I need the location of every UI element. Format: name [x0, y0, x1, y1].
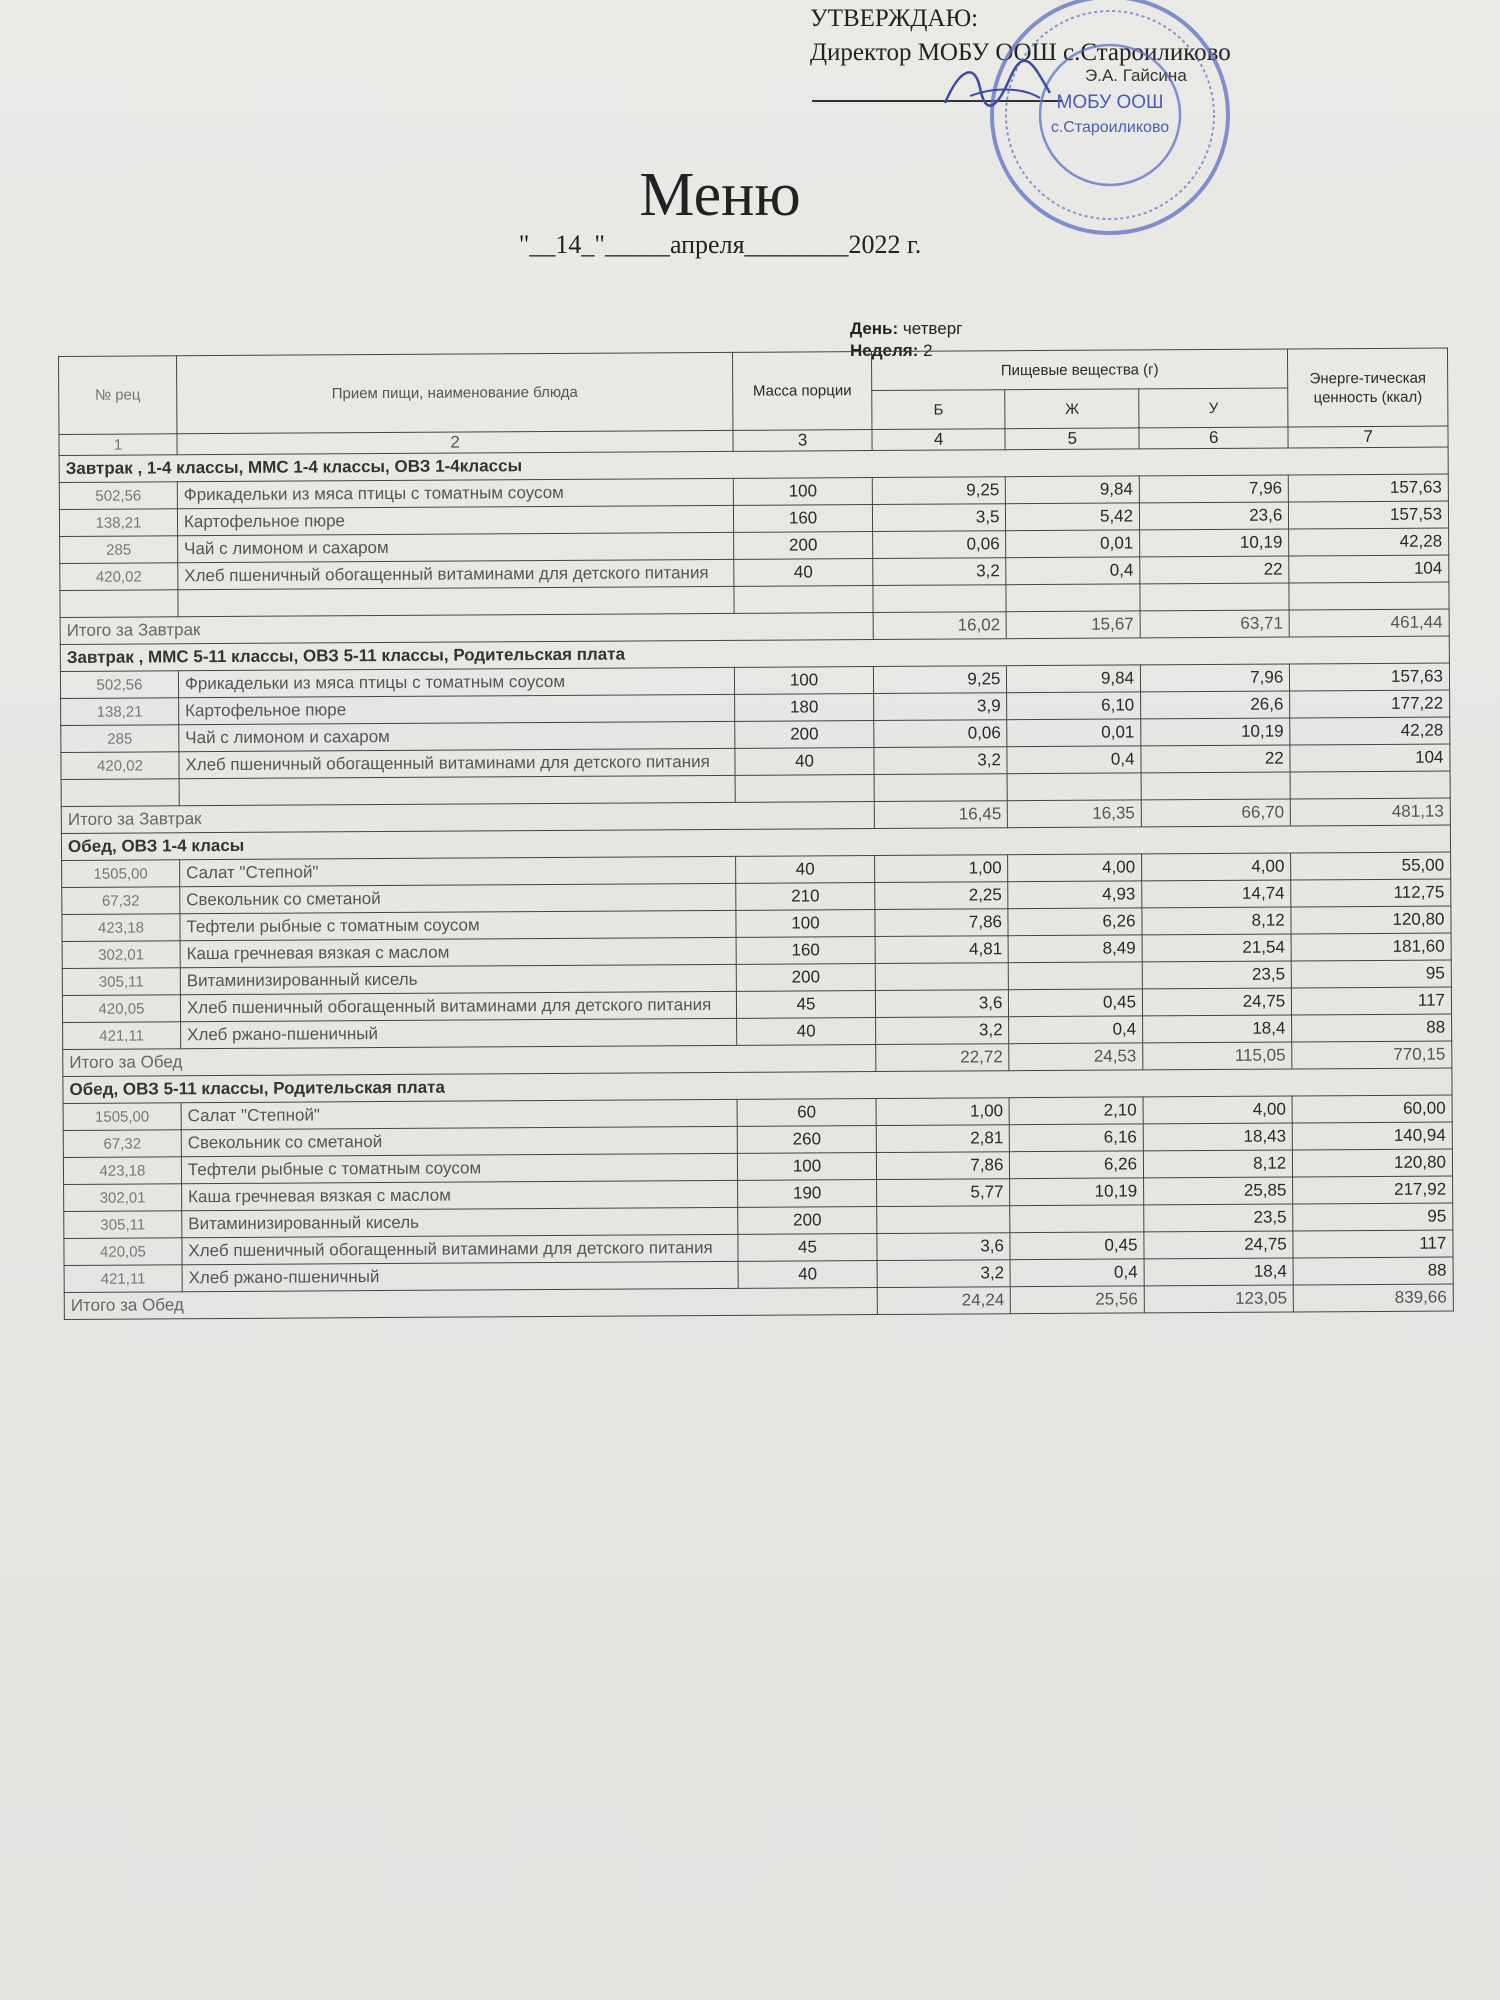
table-cell: Хлеб ржано-пшеничный	[180, 1018, 736, 1048]
table-cell: 67,32	[62, 887, 180, 915]
table-cell: 180	[735, 694, 874, 722]
table-cell: Салат "Степной"	[181, 1099, 737, 1129]
table-cell: Хлеб пшеничный обогащенный витаминами для детского питания	[179, 748, 735, 778]
table-cell: 190	[738, 1180, 877, 1208]
table-cell: 200	[738, 1207, 877, 1235]
table-cell: 117	[1293, 1230, 1453, 1258]
table-cell: 420,02	[60, 563, 178, 591]
table-cell: 88	[1293, 1257, 1453, 1285]
table-cell: 502,56	[60, 671, 178, 699]
table-cell: 8,12	[1143, 1150, 1292, 1178]
table-cell: 40	[736, 856, 875, 884]
table-cell: 0,01	[1007, 719, 1141, 747]
table-cell: Хлеб пшеничный обогащенный витаминами для детского питания	[180, 991, 736, 1021]
table-cell: 260	[737, 1126, 876, 1154]
table-cell: 285	[61, 725, 179, 753]
table-cell: 160	[736, 937, 875, 965]
section-title: Обед, ОВЗ 1-4 класы	[61, 825, 1450, 860]
table-cell: 3,2	[875, 1017, 1009, 1045]
column-number: 2	[177, 430, 733, 454]
table-cell: Витаминизированный кисель	[182, 1207, 738, 1237]
table-cell: 21,54	[1142, 934, 1291, 962]
table-cell: Свекольник со сметаной	[180, 883, 736, 913]
total-value: 461,44	[1289, 609, 1449, 637]
table-cell	[1008, 773, 1142, 801]
table-cell: 55,00	[1291, 852, 1451, 880]
table-cell: 200	[736, 964, 875, 992]
table-cell: 23,5	[1142, 961, 1291, 989]
table-cell: 4,93	[1008, 881, 1142, 909]
table-cell	[735, 775, 874, 803]
table-cell: 23,6	[1139, 502, 1288, 530]
table-cell: 3,6	[877, 1233, 1011, 1261]
table-cell: 0,4	[1009, 1016, 1143, 1044]
table-cell: 157,63	[1290, 663, 1450, 691]
page-title: Меню	[639, 161, 801, 229]
column-number: 1	[59, 434, 177, 456]
table-cell: 18,43	[1143, 1123, 1292, 1151]
column-number: 3	[733, 430, 872, 452]
section-title: Обед, ОВЗ 5-11 классы, Родительская плата	[63, 1068, 1452, 1103]
table-cell: 138,21	[61, 698, 179, 726]
table-cell: 100	[736, 910, 875, 938]
total-value: 25,56	[1011, 1286, 1145, 1314]
table-cell: 18,4	[1143, 1015, 1292, 1043]
col-header-nutrients: Пищевые вещества (г)	[871, 349, 1288, 391]
table-cell: 9,84	[1006, 476, 1140, 504]
table-cell: 23,5	[1144, 1204, 1293, 1232]
table-cell: Фрикадельки из мяса птицы с томатным соусом	[177, 478, 733, 508]
table-cell: 104	[1289, 555, 1449, 583]
table-cell: 3,6	[875, 990, 1009, 1018]
table-cell: 0,45	[1009, 989, 1143, 1017]
table-cell	[61, 779, 179, 807]
table-cell: 181,60	[1291, 933, 1451, 961]
table-cell: 8,12	[1142, 907, 1291, 935]
table-cell: 3,2	[873, 558, 1007, 586]
table-cell	[1006, 584, 1140, 612]
table-cell: Хлеб пшеничный обогащенный витаминами для детского питания	[178, 559, 734, 589]
table-cell: 6,10	[1007, 692, 1141, 720]
table-cell: 26,6	[1141, 691, 1290, 719]
total-value: 16,02	[873, 612, 1007, 640]
table-cell: 45	[738, 1234, 877, 1262]
table-cell: 2,25	[875, 882, 1009, 910]
column-number: 5	[1005, 428, 1139, 450]
table-cell: 421,11	[63, 1022, 181, 1050]
table-cell: 0,4	[1006, 557, 1140, 585]
table-cell	[875, 963, 1009, 991]
table-cell: 7,86	[876, 1152, 1010, 1180]
column-number: 7	[1288, 426, 1448, 448]
table-cell: 42,28	[1289, 528, 1449, 556]
table-cell: 9,84	[1007, 665, 1141, 693]
table-cell: 10,19	[1140, 529, 1289, 557]
table-cell: 4,81	[875, 936, 1009, 964]
table-cell: 60,00	[1292, 1095, 1452, 1123]
table-cell: 104	[1290, 744, 1450, 772]
table-cell: 6,26	[1010, 1151, 1144, 1179]
table-cell: 3,2	[877, 1260, 1011, 1288]
table-cell: 200	[734, 532, 873, 560]
table-cell: 285	[60, 536, 178, 564]
table-cell: 14,74	[1142, 880, 1291, 908]
total-label: Итого за Обед	[64, 1288, 877, 1320]
table-cell: 40	[737, 1018, 876, 1046]
table-cell: 0,01	[1006, 530, 1140, 558]
table-cell: 0,4	[1011, 1259, 1145, 1287]
table-cell: 95	[1293, 1203, 1453, 1231]
table-cell: 1,00	[876, 1098, 1010, 1126]
table-cell: 120,80	[1291, 906, 1451, 934]
total-value: 770,15	[1292, 1041, 1452, 1069]
stamp-text-1: МОБУ ООШ	[1056, 92, 1164, 113]
table-cell: Каша гречневая вязкая с маслом	[180, 937, 736, 967]
table-cell: 6,16	[1010, 1124, 1144, 1152]
table-cell: Свекольник со сметаной	[181, 1126, 737, 1156]
table-cell: Чай с лимоном и сахаром	[178, 532, 734, 562]
table-cell: 40	[738, 1261, 877, 1289]
table-cell: 5,42	[1006, 503, 1140, 531]
total-value: 24,24	[877, 1287, 1011, 1315]
week-label: Неделя:	[850, 341, 919, 360]
table-cell: 60	[737, 1099, 876, 1127]
table-cell: Тефтели рыбные с томатным соусом	[180, 910, 736, 940]
table-cell: 24,75	[1144, 1231, 1293, 1259]
table-cell: 305,11	[64, 1211, 182, 1239]
total-label: Итого за Обед	[63, 1045, 876, 1077]
table-cell: 45	[737, 991, 876, 1019]
table-cell: 160	[734, 505, 873, 533]
table-cell: 4,00	[1142, 853, 1291, 881]
table-cell: 3,5	[872, 504, 1006, 532]
total-value: 63,71	[1140, 610, 1289, 638]
table-cell: 7,96	[1139, 475, 1288, 503]
table-cell: 10,19	[1010, 1178, 1144, 1206]
table-cell	[178, 586, 734, 616]
menu-date: "__14_"_____апреля________2022 г.	[518, 230, 922, 259]
approve-heading: УТВЕРЖДАЮ:	[810, 5, 979, 32]
table-cell: 10,19	[1141, 718, 1290, 746]
table-cell: 157,63	[1289, 474, 1449, 502]
col-header-b: Б	[872, 390, 1006, 430]
table-cell: Хлеб пшеничный обогащенный витаминами для детского питания	[182, 1234, 738, 1264]
table-cell: 0,45	[1010, 1232, 1144, 1260]
col-header-u: У	[1139, 388, 1288, 428]
table-cell	[877, 1206, 1011, 1234]
table-cell: 1,00	[874, 855, 1008, 883]
table-cell: 7,96	[1140, 664, 1289, 692]
total-value: 115,05	[1143, 1042, 1292, 1070]
col-header-zh: Ж	[1005, 389, 1139, 429]
table-cell	[60, 590, 178, 618]
approve-position: Директор МОБУ ООШ с.Староиликово	[810, 39, 1231, 66]
table-cell: 100	[733, 478, 872, 506]
table-cell: Фрикадельки из мяса птицы с томатным соусом	[178, 667, 734, 697]
column-number: 6	[1139, 427, 1288, 449]
total-value: 481,13	[1290, 798, 1450, 826]
section-title: Завтрак , ММС 5-11 классы, ОВЗ 5-11 классы, Родительская плата	[60, 636, 1449, 671]
col-header-energy: Энерге-тическая ценность (ккал)	[1288, 348, 1448, 427]
table-cell: 95	[1291, 960, 1451, 988]
table-cell: 0,4	[1007, 746, 1141, 774]
table-cell	[1009, 962, 1143, 990]
table-cell: 18,4	[1144, 1258, 1293, 1286]
table-cell: 1505,00	[63, 1103, 181, 1131]
table-cell: 42,28	[1290, 717, 1450, 745]
table-cell: 2,10	[1010, 1097, 1144, 1125]
col-header-mass: Масса порции	[733, 352, 872, 431]
table-cell: Картофельное пюре	[177, 505, 733, 535]
table-cell: 302,01	[62, 941, 180, 969]
table-cell: Витаминизированный кисель	[180, 964, 736, 994]
table-cell	[1141, 772, 1290, 800]
table-cell: 3,9	[873, 693, 1007, 721]
table-cell: 423,18	[62, 914, 180, 942]
day-value: четверг	[902, 319, 963, 338]
table-cell: 22	[1140, 556, 1289, 584]
table-cell: 7,86	[875, 909, 1009, 937]
total-value: 16,45	[874, 801, 1008, 829]
total-value: 22,72	[876, 1044, 1010, 1072]
table-cell: 67,32	[63, 1130, 181, 1158]
total-value: 839,66	[1293, 1284, 1453, 1312]
table-cell	[1290, 771, 1450, 799]
table-cell: 1505,00	[62, 860, 180, 888]
table-cell: Чай с лимоном и сахаром	[179, 721, 735, 751]
signer-name: Э.А. Гайсина	[1085, 66, 1187, 85]
table-cell: 100	[735, 667, 874, 695]
table-cell: 421,11	[64, 1265, 182, 1293]
table-cell	[179, 775, 735, 805]
total-value: 16,35	[1008, 800, 1142, 828]
table-cell: 138,21	[59, 509, 177, 537]
total-label: Итого за Завтрак	[60, 613, 873, 645]
table-cell	[873, 585, 1007, 613]
table-cell	[1010, 1205, 1144, 1233]
table-cell	[874, 774, 1008, 802]
table-cell: 420,05	[64, 1238, 182, 1266]
table-cell: 305,11	[62, 968, 180, 996]
table-cell: 157,53	[1289, 501, 1449, 529]
table-cell: Картофельное пюре	[179, 694, 735, 724]
table-cell: 120,80	[1293, 1149, 1453, 1177]
total-value: 24,53	[1009, 1043, 1143, 1071]
table-cell: 0,06	[873, 531, 1007, 559]
table-cell: Хлеб ржано-пшеничный	[182, 1261, 738, 1291]
table-cell: 40	[735, 748, 874, 776]
table-cell: 117	[1292, 987, 1452, 1015]
table-cell: 22	[1141, 745, 1290, 773]
table-cell: 8,49	[1009, 935, 1143, 963]
table-cell: 88	[1292, 1014, 1452, 1042]
signature-scribble	[940, 58, 1060, 118]
total-value: 66,70	[1141, 799, 1290, 827]
table-cell: 4,00	[1143, 1096, 1292, 1124]
table-cell: 217,92	[1293, 1176, 1453, 1204]
stamp-text-2: с.Староиликово	[1050, 119, 1170, 136]
section-title: Завтрак , 1-4 классы, ММС 1-4 классы, ОВЗ 1-4классы	[59, 447, 1448, 482]
menu-table	[58, 348, 1454, 1320]
col-header-recipe: № рец	[59, 356, 177, 435]
table-cell: 4,00	[1008, 854, 1142, 882]
table-cell: 423,18	[63, 1157, 181, 1185]
table-cell: 112,75	[1291, 879, 1451, 907]
column-number: 4	[872, 429, 1006, 451]
total-value: 123,05	[1144, 1285, 1293, 1313]
day-label: День:	[850, 319, 899, 338]
table-cell	[1289, 582, 1449, 610]
table-cell: 210	[736, 883, 875, 911]
table-cell: 502,56	[59, 482, 177, 510]
table-cell: 9,25	[872, 477, 1006, 505]
table-cell: 302,01	[64, 1184, 182, 1212]
table-cell: 40	[734, 559, 873, 587]
total-value: 15,67	[1007, 611, 1141, 639]
table-cell: 24,75	[1142, 988, 1291, 1016]
table-cell: 9,25	[873, 666, 1007, 694]
menu-table-body	[59, 447, 1453, 1319]
col-header-dish: Прием пищи, наименование блюда	[176, 352, 733, 433]
table-cell: 200	[735, 721, 874, 749]
table-cell: 6,26	[1008, 908, 1142, 936]
table-cell: 5,77	[876, 1179, 1010, 1207]
table-cell: 25,85	[1144, 1177, 1293, 1205]
table-cell	[1140, 583, 1289, 611]
table-cell: 0,06	[874, 720, 1008, 748]
table-cell: 177,22	[1290, 690, 1450, 718]
table-cell: Тефтели рыбные с томатным соусом	[181, 1153, 737, 1183]
table-cell: 420,05	[62, 995, 180, 1023]
table-cell: Каша гречневая вязкая с маслом	[181, 1180, 737, 1210]
total-label: Итого за Завтрак	[61, 802, 874, 834]
table-cell: 2,81	[876, 1125, 1010, 1153]
table-cell	[734, 586, 873, 614]
table-cell: 140,94	[1292, 1122, 1452, 1150]
table-cell: 3,2	[874, 747, 1008, 775]
table-cell: Салат "Степной"	[180, 856, 736, 886]
week-value: 2	[923, 341, 933, 360]
table-cell: 100	[738, 1153, 877, 1181]
table-cell: 420,02	[61, 752, 179, 780]
